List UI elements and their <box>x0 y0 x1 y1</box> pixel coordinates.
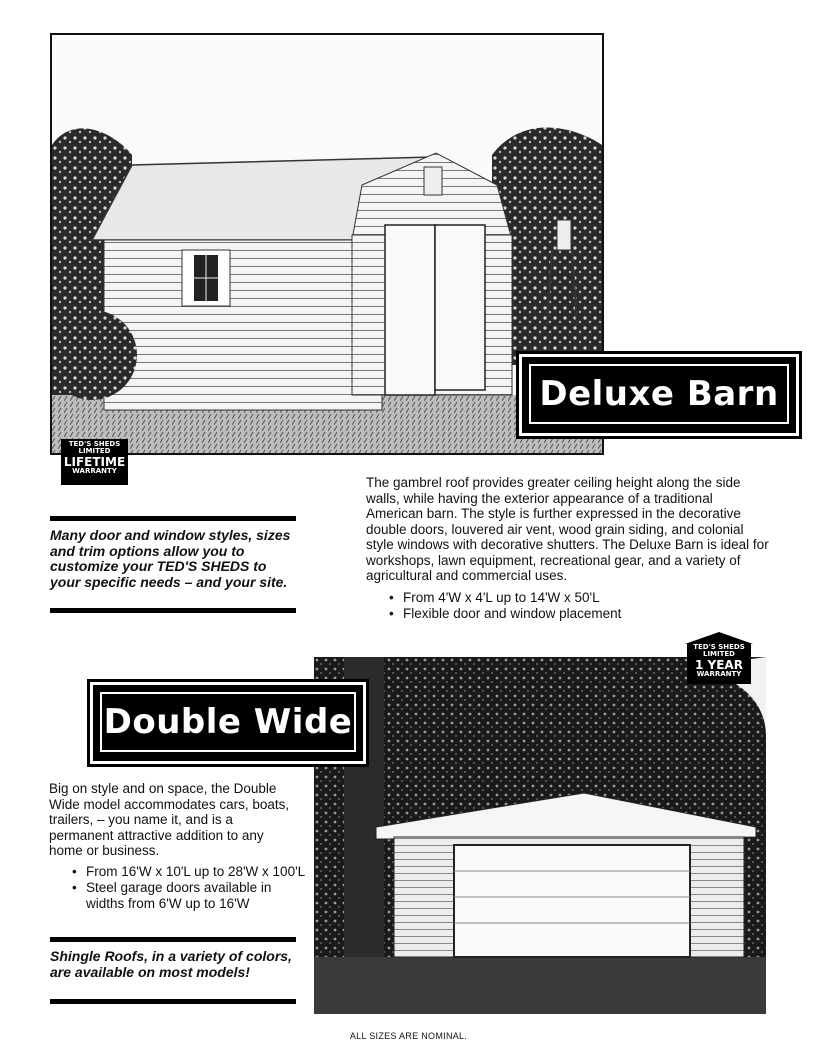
lifetime-warranty-badge <box>61 439 128 485</box>
list-item: • From 16'W x 10'L up to 28'W x 100'L <box>72 864 308 880</box>
deluxe-barn-title: Deluxe Barn <box>529 364 789 424</box>
double-wide-description: Big on style and on space, the Double Wide model accommodates cars, boats, trailers, – you name it, and is a permanent attractive addition to any home or business. <box>49 781 290 858</box>
deluxe-barn-title-box <box>522 357 796 433</box>
double-wide-photo <box>314 657 766 1014</box>
badge-line-warranty: WARRANTY <box>696 670 742 679</box>
deluxe-barn-illustration <box>52 35 602 456</box>
badge-line-term: LIFETIME <box>63 454 126 469</box>
roofs-callout: Shingle Roofs, in a variety of colors, are available on most models! <box>50 948 292 980</box>
badge-body <box>687 644 751 684</box>
list-item: • Flexible door and window placement <box>389 606 769 622</box>
badge-line-brand: TED'S SHEDS <box>693 643 745 651</box>
list-item: • Steel garage doors available in widths from 6'W up to 16'W <box>72 880 308 912</box>
deluxe-barn-features <box>389 590 769 622</box>
one-year-warranty-badge <box>685 632 753 684</box>
deluxe-barn-description: The gambrel roof provides greater ceiling height along the side walls, while having the exterior appearance of a traditional American barn. The style is further expressed in the decorative double doors, louvered air vent, wood grain siding, and colonial style windows with decorative shutters. The Deluxe Barn is ideal for workshops, lawn equipment, recreational gear, and a variety of agricultural and commercial uses. <box>366 475 769 583</box>
roof-callout-top-rule <box>50 937 296 942</box>
badge-line-term: 1 YEAR <box>695 657 743 672</box>
customize-callout: Many door and window styles, sizes and trim options allow you to customize your TED'S SHEDS to your specific needs – and your site. <box>50 527 291 590</box>
double-wide-title-box <box>93 685 363 761</box>
badge-line-limited: LIMITED <box>78 447 111 456</box>
double-wide-title: Double Wide <box>100 692 356 752</box>
badge-line-brand: TED'S SHEDS <box>68 440 121 448</box>
badge-line-limited: LIMITED <box>702 650 735 659</box>
double-wide-features <box>72 864 308 912</box>
badge-line-warranty: WARRANTY <box>72 467 117 476</box>
list-item: • From 4'W x 4'L up to 14'W x 50'L <box>389 590 769 606</box>
callout-top-rule <box>50 516 296 521</box>
footer-note: ALL SIZES ARE NOMINAL. <box>349 1031 468 1041</box>
callout-bottom-rule <box>50 608 296 613</box>
double-wide-illustration <box>314 657 766 1014</box>
deluxe-barn-photo <box>50 33 604 455</box>
roof-callout-bottom-rule <box>50 999 296 1004</box>
